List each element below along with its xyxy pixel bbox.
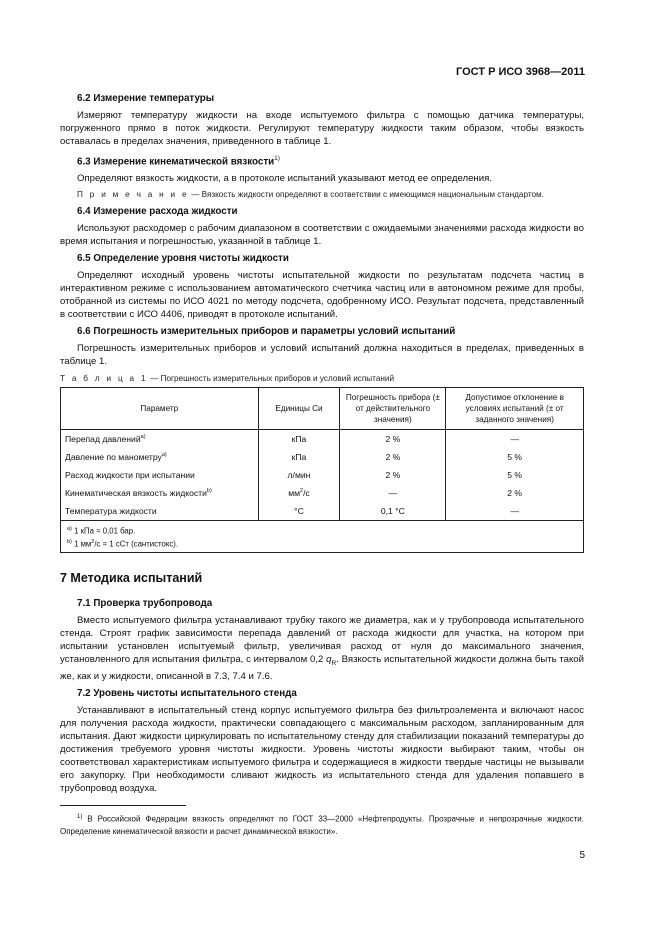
- table-row: [61, 484, 584, 502]
- table-footnotes-row: [61, 521, 584, 553]
- deviation-cell: —: [446, 430, 584, 449]
- section-7-2-title: 7.2 Уровень чистоты испытательного стенда: [77, 688, 297, 700]
- note-label: П р и м е ч а н и е: [77, 190, 189, 200]
- footnote-divider: [60, 805, 186, 806]
- page-footnote-text: В Российской Федерации вязкость определяют по ГОСТ 33—2000 «Нефтепродукты. Прозрачные и непрозрачные жидкости. Определение кинематической вязкости и расчет динамической вязкости».: [60, 815, 584, 837]
- table-row: [61, 430, 584, 449]
- accuracy-cell: 2 %: [340, 466, 446, 484]
- table-footnote-text: 1 мм: [74, 539, 92, 549]
- param-name: Температура жидкости: [65, 506, 157, 517]
- param-name: Расход жидкости при испытании: [65, 470, 195, 481]
- unit-cell: °С: [258, 502, 340, 521]
- deviation-cell: 5 %: [446, 466, 584, 484]
- section-7-2-text: Устанавливают в испытательный стенд корпус испытуемого фильтра без фильтроэлемента и включают насос для получения расхода жидкости, практически совпадающего с максимальным расходом, запланированным для испытания. Дают жидкости циркулировать по испытательному стенду для стабилизации показаний температуры до достижения требуемого уровня чистоты жидкости. Уровень чистоты жидкости выбирают таким, чтобы он соответствовал характеристикам испытуемого фильтра и содержащиеся в жидкости твердые частицы не вызывали его закупорку. При необходимости сливают жидкость из испытательного стенда для удаления попавшего в трубопровод воздуха.: [60, 705, 584, 795]
- accuracy-cell: 0,1 °С: [340, 502, 446, 521]
- param-name: Кинематическая вязкость жидкости: [65, 488, 207, 499]
- deviation-cell: —: [446, 502, 584, 521]
- deviation-cell: 5 %: [446, 448, 584, 466]
- flow-symbol-sub: R: [331, 660, 337, 668]
- param-cell: [61, 448, 259, 466]
- section-6-3-text: Определяют вязкость жидкости, а в протоколе испытаний указывают метод ее определения.: [77, 173, 492, 185]
- page-content: [60, 92, 584, 838]
- table-header-cell: Единицы Си: [258, 388, 340, 430]
- table-header-cell: Допустимое отклонение в условиях испытаний (± от заданного значения): [446, 388, 584, 430]
- table-header-row: [61, 388, 584, 430]
- table-footnote: [67, 537, 577, 550]
- document-header: ГОСТ Р ИСО 3968—2011: [455, 66, 585, 78]
- param-cell: [61, 430, 259, 449]
- footnote-mark: b): [206, 488, 212, 495]
- section-6-4-title: 6.4 Измерение расхода жидкости: [77, 206, 238, 218]
- table-footnote-text: /с = 1 сСт (сантистокс).: [94, 539, 179, 549]
- section-6-5-text: Определяют исходный уровень чистоты испытательной жидкости по результатам подсчета частиц в интерактивном режиме с использованием автоматического счетчика частиц или в автономном режиме для пробы, отобранной из системы по ИСО 4021 по методу подсчета, одобренному ИСО. Результат подсчета, представленный в соответствии с ИСО 4406, приводят в протоколе испытаний.: [60, 270, 584, 321]
- footnote-mark: a): [161, 452, 167, 459]
- table-row: [61, 466, 584, 484]
- table-footnotes: [61, 521, 584, 553]
- section-6-3-title: [77, 152, 584, 168]
- table-footnote-mark: b): [67, 538, 72, 545]
- page-footnote: [60, 811, 584, 838]
- note-text: — Вязкость жидкости определяют в соответствии с имеющимся национальным стандартом.: [188, 190, 544, 200]
- deviation-cell: 2 %: [446, 484, 584, 502]
- section-6-4-text: Используют расходомер с рабочим диапазоном в соответствии с ожидаемыми значениями расхода жидкости во время испытания и погрешностью, указанной в таблице 1.: [60, 223, 584, 248]
- table-caption: [60, 374, 584, 383]
- table-footnote-sup: 2: [91, 538, 95, 545]
- accuracy-table: [60, 387, 584, 553]
- page-number: 5: [579, 850, 585, 861]
- section-7-1-text-part: . Вязкость испытательной жидкости должна быть такой же, как и у жидкости, описанной в 7.3, 7.4 и 7.6.: [60, 654, 585, 683]
- unit-cell: л/мин: [258, 466, 340, 484]
- section-6-2-title: 6.2 Измерение температуры: [77, 93, 215, 104]
- footnote-ref: 1): [274, 155, 280, 162]
- accuracy-cell: 2 %: [340, 448, 446, 466]
- unit-sup: 2: [300, 488, 304, 495]
- table-header-cell: Погрешность прибора (± от действительного значения): [340, 388, 446, 430]
- section-7-title: 7 Методика испытаний: [60, 571, 203, 586]
- accuracy-cell: 2 %: [340, 430, 446, 449]
- accuracy-cell: —: [340, 484, 446, 502]
- unit-cell: кПа: [258, 430, 340, 449]
- table-row: [61, 448, 584, 466]
- unit-cell: [258, 484, 340, 502]
- table-caption-label: Т а б л и ц а 1: [60, 374, 148, 384]
- table-caption-text: — Погрешность измерительных приборов и условий испытаний: [147, 374, 395, 384]
- section-6-2-text: Измеряют температуру жидкости на входе испытуемого фильтра с помощью датчика температуры, погруженного прямо в поток жидкости. Регулируют температуру жидкости таким образом, чтобы вязкость оставалась в пределах значения, приведенного в таблице 1.: [60, 110, 584, 147]
- section-6-6-title: 6.6 Погрешность измерительных приборов и параметры условий испытаний: [77, 326, 456, 338]
- section-7-1-title: 7.1 Проверка трубопровода: [77, 598, 213, 610]
- table-footnote-mark: a): [67, 526, 72, 533]
- section-7-1-text-part: Вместо испытуемого фильтра устанавливают трубку такого же диаметра, как и у трубопровода испытательного стенда. Строят график зависимости перепада давлений от расхода жидкости для участка, на котором при испытании установлен испытуемый фильтр, увеличивая расход от нуля до максимального значения, установленного для испытания фильтра, с интервалом 0,2: [60, 615, 584, 666]
- section-6-3-title-text: 6.3 Измерение кинематической вязкости: [77, 156, 275, 168]
- table-footnote-text: 1 кПа = 0,01 бар.: [74, 526, 136, 536]
- unit-after: /с: [303, 488, 310, 499]
- section-7-1-text: [60, 614, 584, 683]
- flow-symbol: q: [326, 654, 332, 666]
- page-footnote-mark: 1): [77, 814, 83, 821]
- unit-cell: кПа: [258, 448, 340, 466]
- param-cell: [61, 466, 259, 484]
- unit-base: мм: [288, 488, 301, 499]
- note: [60, 189, 584, 201]
- footnote-mark: a): [140, 434, 146, 441]
- table-row: [61, 502, 584, 521]
- param-cell: [61, 484, 259, 502]
- table-header-cell: Параметр: [61, 388, 259, 430]
- param-cell: [61, 502, 259, 521]
- table-footnote: [67, 524, 577, 537]
- section-6-6-text: Погрешность измерительных приборов и условий испытаний должна находиться в пределах, приведенных в таблице 1.: [60, 343, 584, 368]
- section-6-5-title: 6.5 Определение уровня чистоты жидкости: [77, 253, 289, 265]
- param-name: Перепад давлений: [65, 434, 141, 445]
- param-name: Давление по манометру: [65, 452, 162, 463]
